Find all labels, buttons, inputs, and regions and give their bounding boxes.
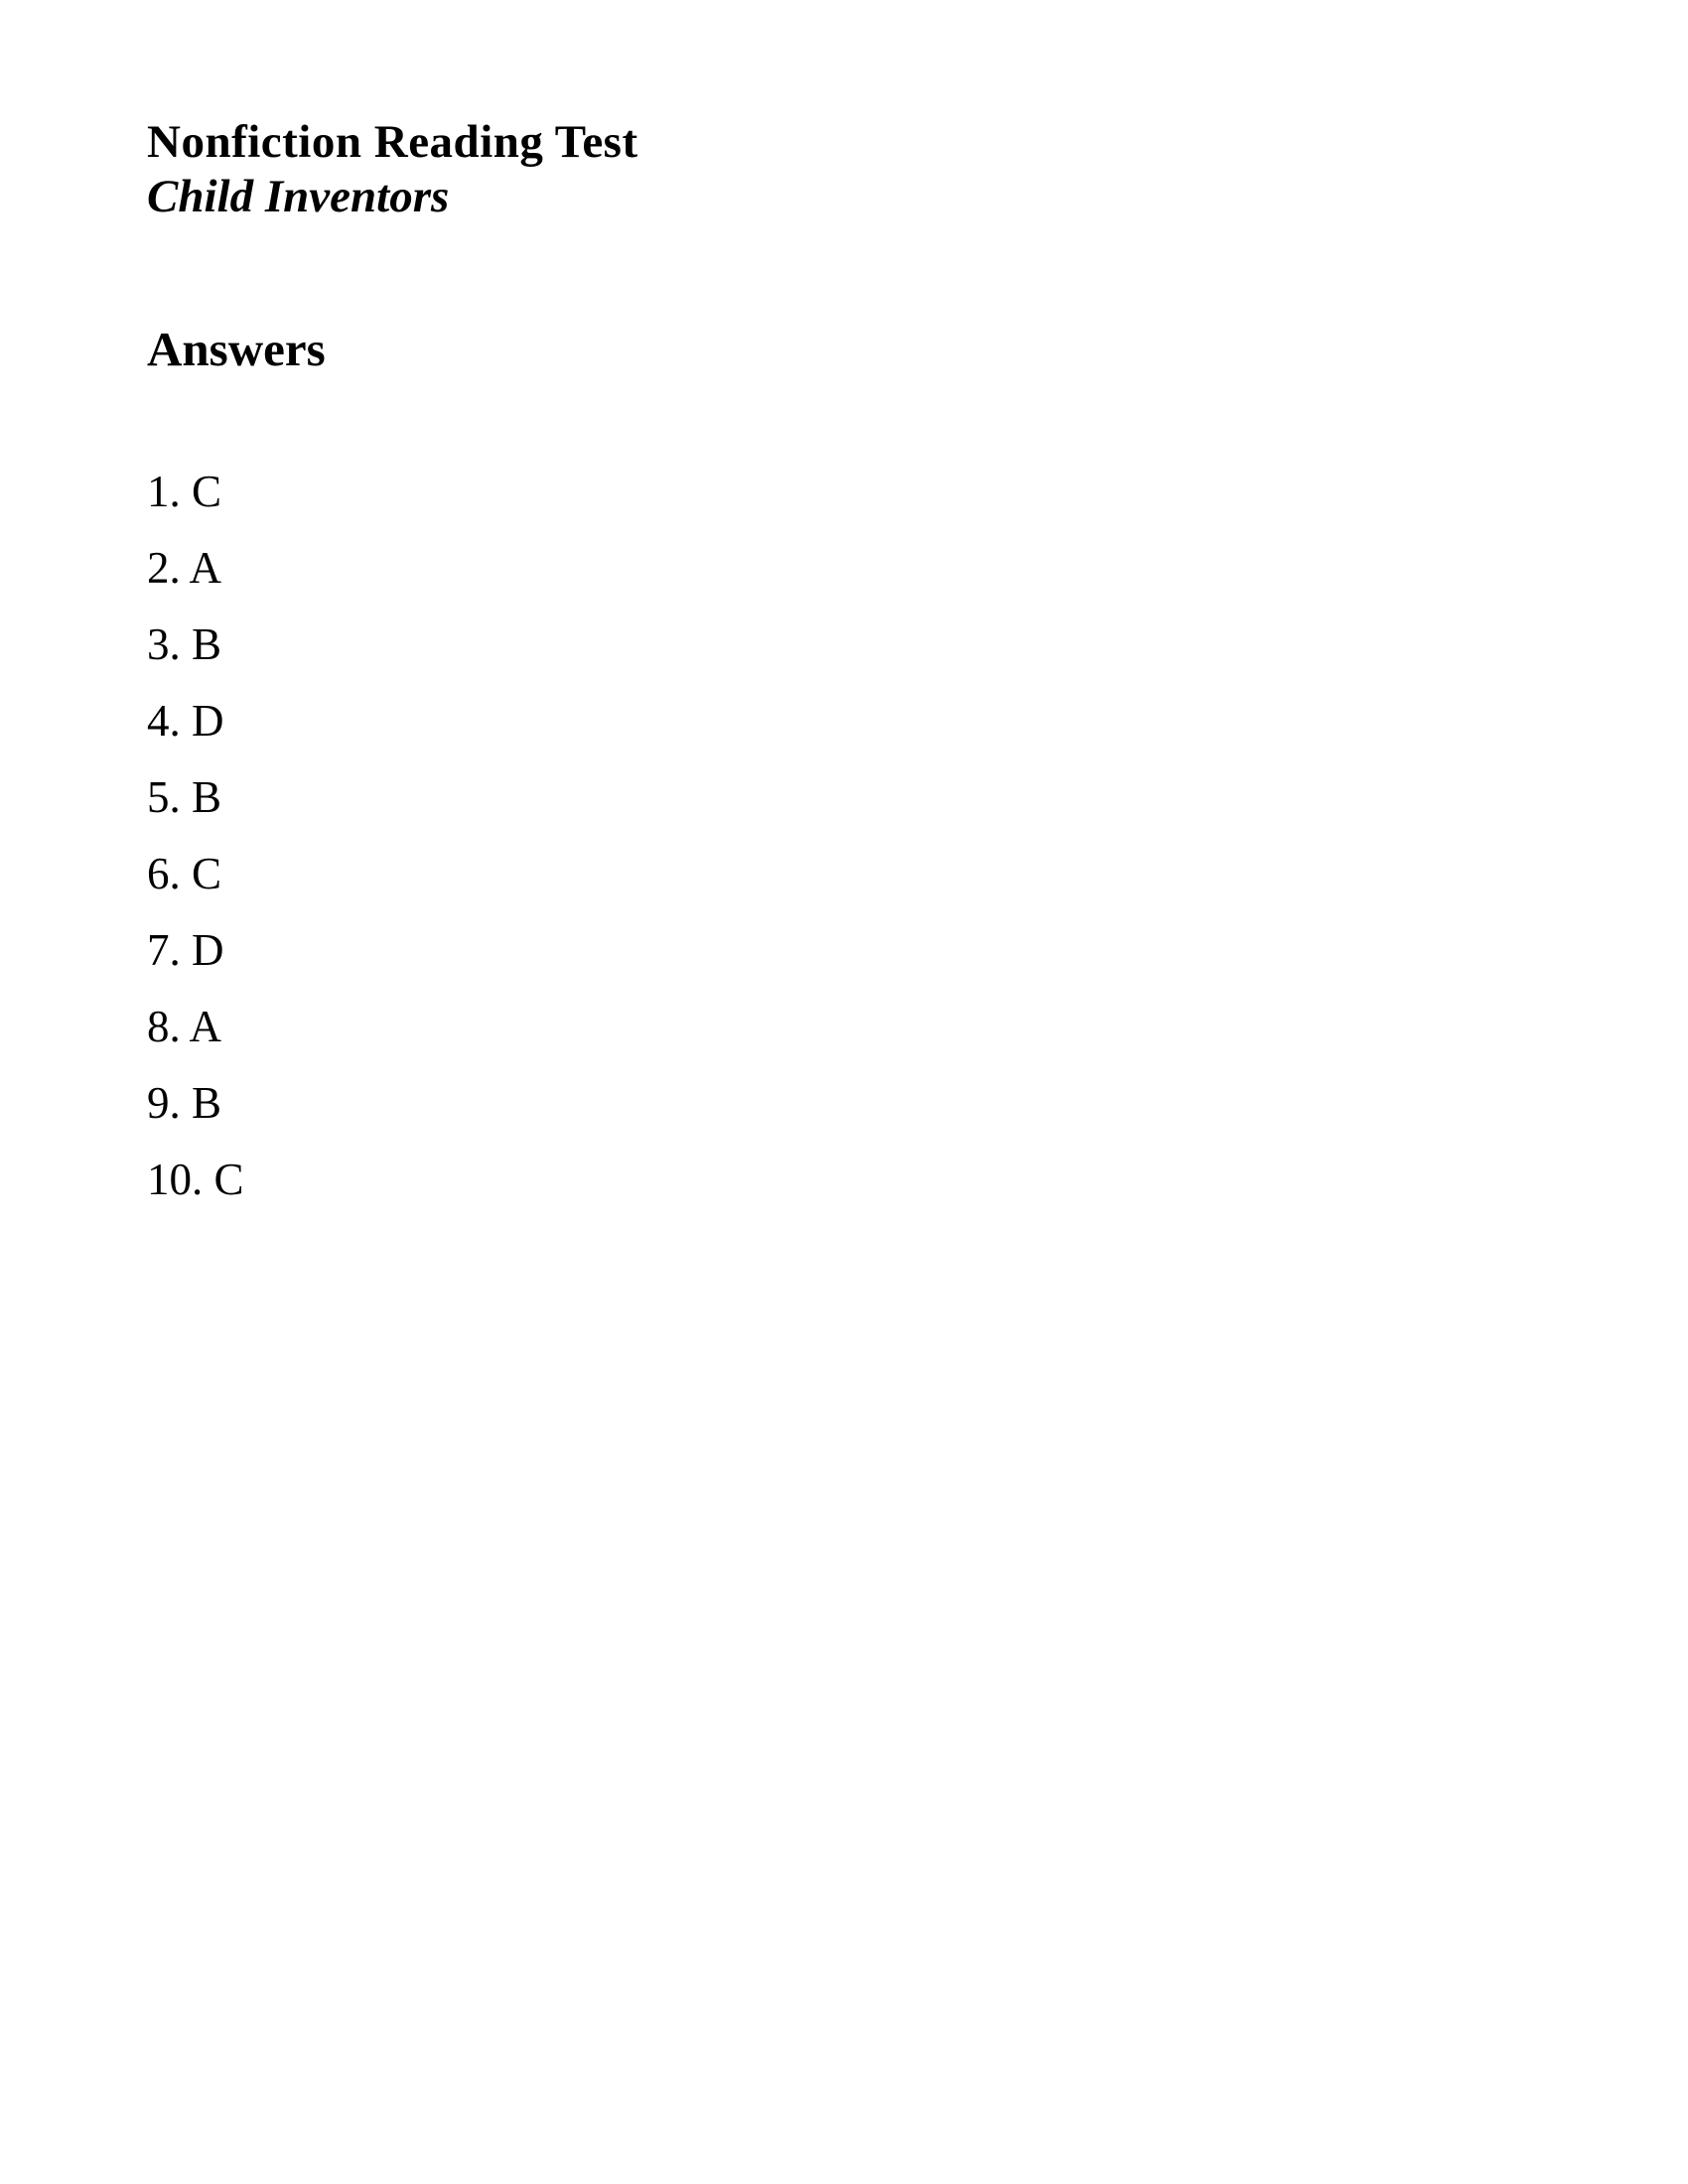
document-header [147, 115, 1529, 225]
document-subtitle: Child Inventors [147, 171, 450, 223]
answer-choice: C [192, 848, 222, 898]
answer-choice: D [192, 924, 224, 975]
answer-item-2 [147, 530, 1529, 607]
answer-choice: B [192, 1077, 222, 1128]
answer-number: 6. [147, 848, 181, 898]
answer-number: 8. [147, 1001, 181, 1051]
answer-number: 1. [147, 466, 181, 516]
answer-number: 2. [147, 542, 181, 593]
answer-item-3 [147, 607, 1529, 683]
answers-heading: Answers [147, 321, 326, 376]
document-title: Nonfiction Reading Test [147, 116, 638, 168]
answer-choice: D [192, 695, 224, 746]
answer-choice: B [192, 771, 222, 822]
answer-choice: C [192, 466, 222, 516]
answer-item-5 [147, 759, 1529, 836]
answer-number: 7. [147, 924, 181, 975]
answer-item-7 [147, 912, 1529, 989]
answer-item-8 [147, 989, 1529, 1065]
answer-choice: C [213, 1154, 244, 1204]
answer-item-6 [147, 836, 1529, 912]
answer-choice: A [189, 1001, 222, 1051]
answer-number: 9. [147, 1077, 181, 1128]
answer-number: 5. [147, 771, 181, 822]
answer-number: 3. [147, 618, 181, 669]
answer-item-1 [147, 454, 1529, 530]
answer-number: 10. [147, 1154, 204, 1204]
answer-item-10 [147, 1142, 1529, 1218]
answer-item-4 [147, 683, 1529, 759]
answer-item-9 [147, 1065, 1529, 1142]
answer-number: 4. [147, 695, 181, 746]
answer-choice: A [189, 542, 222, 593]
answer-choice: B [192, 618, 222, 669]
answers-list [147, 454, 1529, 1218]
